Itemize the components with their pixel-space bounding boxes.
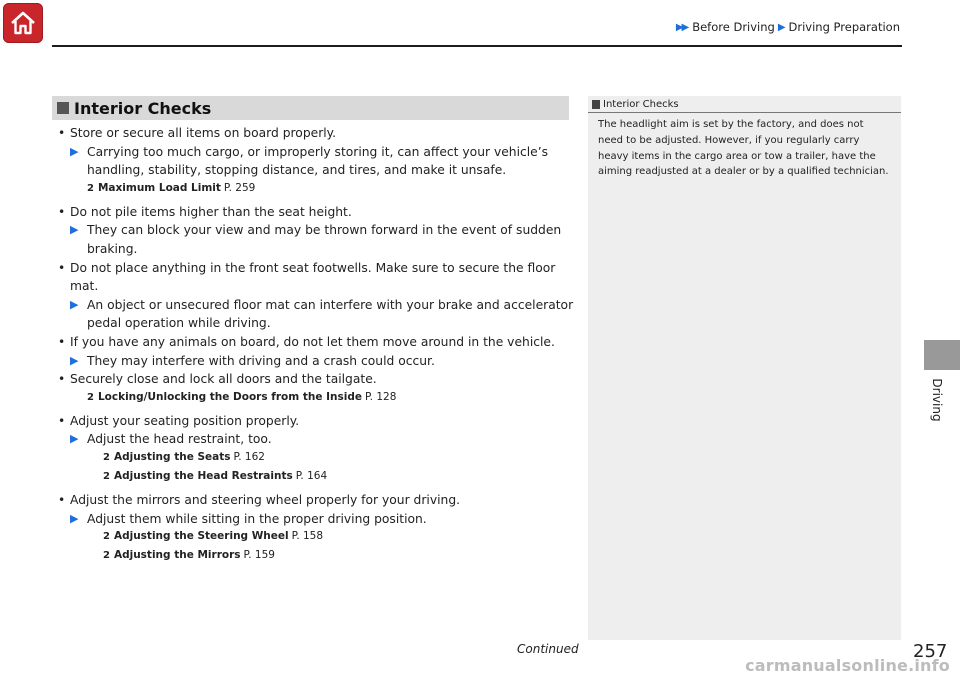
breadcrumb-item-before-driving[interactable]: Before Driving [692,20,775,34]
sub-item-text: An object or unsecured floor mat can interfere with your brake and accelerator pedal operation while driving. [87,297,574,331]
arrow-icon: ▶ [70,297,79,311]
reference-icon: 2 [103,451,110,463]
chapter-tab-text: Driving [930,378,944,422]
bullet-item: • Securely close and lock all doors and the tailgate. [58,370,578,389]
bullet-item: • Do not pile items higher than the seat height. [58,203,578,222]
main-content [58,124,578,566]
cross-reference-link[interactable] [58,180,578,197]
cross-reference-link[interactable] [58,389,578,406]
reference-title: Maximum Load Limit [97,181,221,194]
bullet-item: • Do not place anything in the front seat footwells. Make sure to secure the floor mat. [58,259,578,296]
section-header [52,96,569,120]
bullet-item: • If you have any animals on board, do not let them move around in the vehicle. [58,333,578,352]
note-body: The headlight aim is set by the factory, and does not need to be adjusted. However, if you regularly carry heavy items in the cargo area or tow a trailer, have the aiming readjusted at a dealer or by a qualified technician. [598,119,889,178]
reference-page: P. 128 [364,390,397,403]
arrow-icon: ▶ [70,223,79,237]
reference-title: Adjusting the Mirrors [113,549,241,562]
arrow-icon: ▶ [70,144,79,158]
arrow-icon: ▶ [70,432,79,446]
reference-page: P. 162 [233,450,265,463]
sub-item-text: They can block your view and may be thrown forward in the event of sudden braking. [87,223,562,256]
sub-item-text: Adjust the head restraint, too. [87,432,272,447]
reference-title: Locking/Unlocking the Doors from the Inside [97,390,362,403]
sub-item-text: Carrying too much cargo, or improperly storing it, can affect your vehicle’s handling, stability, stopping distance, and tires, and make it unsafe. [87,144,549,178]
sub-item [58,352,578,371]
section-title: Interior Checks [74,98,212,118]
home-icon [8,8,38,38]
sub-item [58,510,578,529]
cross-reference-link[interactable] [58,528,578,545]
watermark: carmanualsonline.info [745,656,950,675]
cross-reference-link[interactable] [58,449,578,466]
reference-icon: 2 [103,470,110,482]
chapter-tab-label [926,370,948,430]
sub-item [58,430,578,449]
note-title: Interior Checks [603,99,679,110]
page-number: 257 [913,641,948,662]
cross-reference-link[interactable] [58,468,578,485]
breadcrumb-item-driving-preparation[interactable]: Driving Preparation [788,20,900,34]
reference-page: P. 164 [295,469,328,482]
sub-item-text: They may interfere with driving and a crash could occur. [87,353,435,368]
sub-item-text: Adjust them while sitting in the proper driving position. [87,511,427,526]
continued-label: Continued [517,642,579,656]
bullet-item: • Adjust your seating position properly. [58,412,578,431]
arrow-icon: ▶ [70,511,79,525]
sub-item [58,296,578,333]
header-rule [52,45,902,47]
reference-icon: 2 [87,182,94,194]
note-header [588,96,901,113]
reference-title: Adjusting the Steering Wheel [113,530,289,543]
bullet-item: • Adjust the mirrors and steering wheel properly for your driving. [58,491,578,510]
reference-page: P. 158 [291,530,324,543]
sidebar-note [588,96,901,640]
note-icon [592,100,600,109]
cross-reference-link[interactable] [58,547,578,564]
reference-page: P. 259 [223,181,256,194]
arrow-icon: ▶ [70,353,79,367]
reference-icon: 2 [103,550,110,562]
reference-page: P. 159 [243,549,275,562]
section-square-icon [57,102,69,114]
breadcrumb [676,20,900,34]
sub-item [58,143,578,180]
home-button[interactable] [3,3,43,43]
breadcrumb-arrow-icon: ▶▶ [675,21,688,33]
chapter-tab[interactable] [924,340,960,370]
reference-title: Adjusting the Seats [113,450,231,463]
reference-title: Adjusting the Head Restraints [113,469,293,482]
reference-icon: 2 [87,391,94,403]
breadcrumb-arrow-icon: ▶ [777,21,784,33]
bullet-item: • Store or secure all items on board properly. [58,124,578,143]
reference-icon: 2 [103,531,110,543]
sub-item [58,221,578,258]
